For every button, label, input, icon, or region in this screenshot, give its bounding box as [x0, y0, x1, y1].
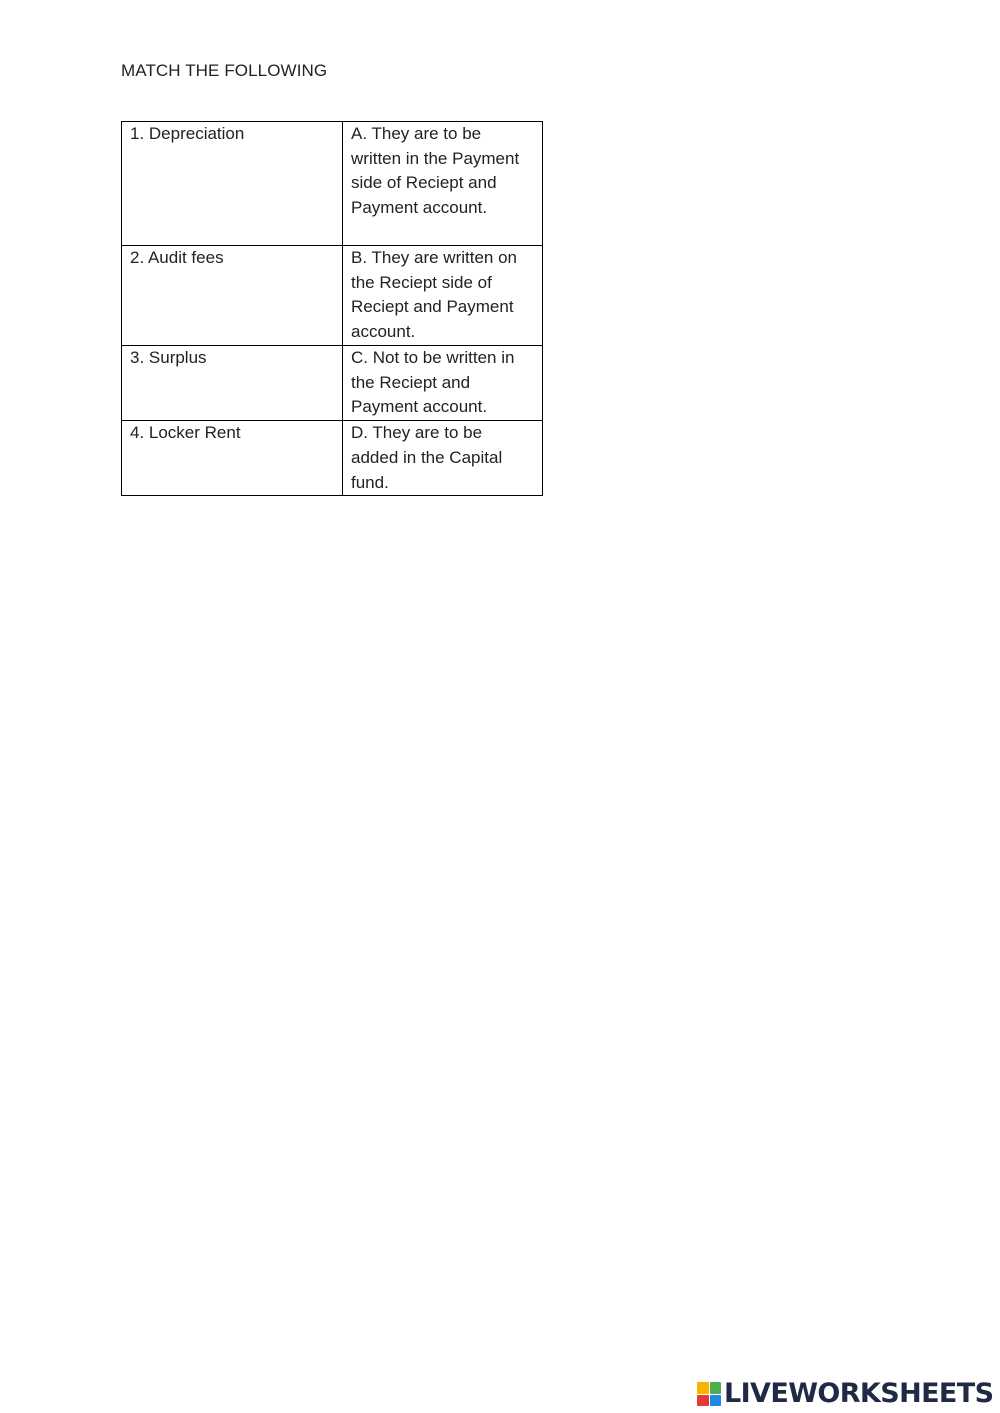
match-table [121, 121, 543, 496]
table-row [122, 421, 543, 496]
logo-square-green [710, 1382, 722, 1394]
match-term-cell: 1. Depreciation [122, 122, 343, 246]
match-statement-cell: B. They are written on the Reciept side of Reciept and Payment account. [343, 246, 543, 346]
match-term-cell: 2. Audit fees [122, 246, 343, 346]
match-statement-cell: C. Not to be written in the Reciept and Payment account. [343, 346, 543, 421]
table-row [122, 346, 543, 421]
match-statement-cell: A. They are to be written in the Payment side of Reciept and Payment account. [343, 122, 543, 246]
table-row [122, 122, 543, 246]
table-row [122, 246, 543, 346]
match-statement-cell: D. They are to be added in the Capital fund. [343, 421, 543, 496]
logo-text: LIVEWORKSHEETS [724, 1378, 994, 1409]
match-term-cell: 4. Locker Rent [122, 421, 343, 496]
footer-logo [697, 1378, 993, 1410]
logo-square-yellow [697, 1382, 709, 1394]
logo-square-red [697, 1395, 709, 1407]
page-title: MATCH THE FOLLOWING [121, 61, 328, 80]
match-term-cell: 3. Surplus [122, 346, 343, 421]
logo-square-blue [710, 1395, 722, 1407]
liveworksheets-logo-icon [697, 1382, 721, 1406]
